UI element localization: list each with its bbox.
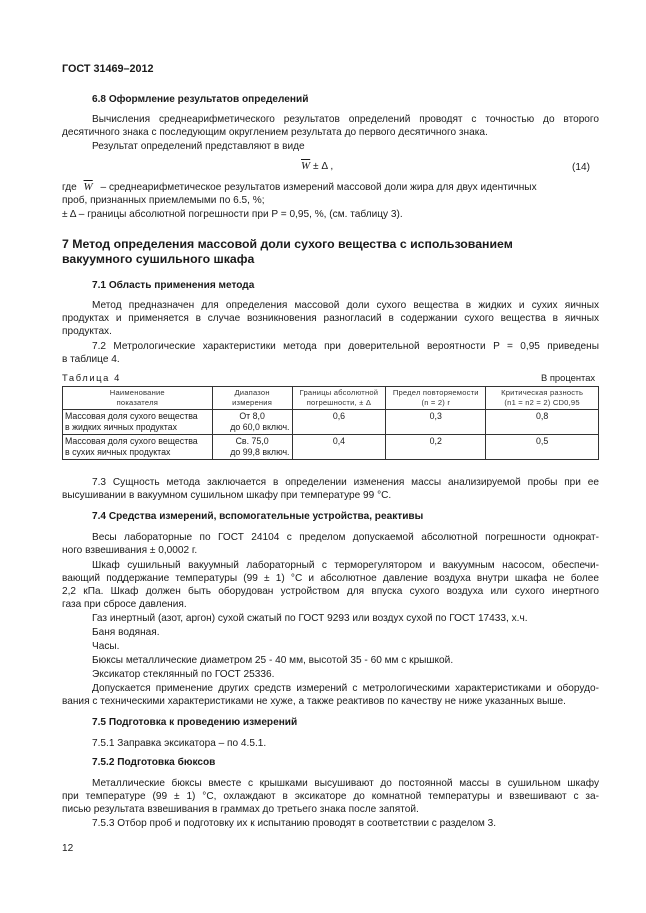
- s753-text: 7.5.3 Отбор проб и подготовку их к испытанию проводят в соответствии с разделом 3.: [92, 818, 497, 829]
- page-number: 12: [62, 843, 74, 854]
- s74-inert-gas: Газ инертный (азот, аргон) сухой сжатый по ГОСТ 9293 или воздух сухой по ГОСТ 17433, х.ч.: [92, 613, 528, 624]
- table-4: [62, 386, 599, 460]
- col-header-critical-difference: Критическая разность (n1 = n2 = 2) CD0,95: [486, 387, 599, 410]
- cell-range: Св. 75,0 до 99,8 включ.: [212, 435, 292, 460]
- delta-definition: ± Δ – границы абсолютной погрешности при P = 0,95, %, (см. таблицу 3).: [62, 209, 403, 220]
- cell-repeatability: 0,2: [386, 435, 486, 460]
- table-4-caption: Таблица 4: [62, 372, 121, 383]
- cell-name: Массовая доля сухого вещества в сухих яичных продуктах: [63, 435, 213, 460]
- s72-line2: в таблице 4.: [62, 354, 120, 365]
- formula-14: [301, 160, 333, 173]
- s74-p2-line3: 2,2 кПа. Шкаф должен быть оборудован устройством для впуска сухого воздуха или сухого инертного: [62, 586, 599, 597]
- col-header-name: Наименование показателя: [63, 387, 213, 410]
- cell-range: От 8,0 до 60,0 включ.: [212, 410, 292, 435]
- s74-water-bath: Баня водяная.: [92, 627, 160, 638]
- where-line2: проб, признанных приемлемыми по 6.5, %;: [62, 195, 265, 206]
- table-4-units: В процентах: [541, 372, 596, 383]
- section-7-heading-line1: 7 Метод определения массовой доли сухого вещества с использованием: [62, 237, 513, 251]
- s74-weighing-bottles: Бюксы металлические диаметром 25 - 40 мм, высотой 35 - 60 мм с крышкой.: [92, 655, 454, 666]
- standard-header: ГОСТ 31469–2012: [62, 63, 154, 75]
- s68-para2: Результат определений представляют в виде: [92, 141, 305, 152]
- table-row: [63, 435, 599, 460]
- s74-p8-line2: вания с техническими характеристиками не хуже, а также реактивов по качеству не ниже указанных выше.: [62, 696, 566, 707]
- s752-line1: Металлические бюксы вместе с крышками высушивают до постоянной массы в сушильном шкафу: [92, 778, 599, 789]
- section-6-8-heading: 6.8 Оформление результатов определений: [92, 94, 309, 105]
- col-header-delta: Границы абсолютной погрешности, ± Δ: [292, 387, 386, 410]
- formula-number: (14): [572, 162, 590, 173]
- cell-delta: 0,4: [292, 435, 386, 460]
- formula-pm-delta: ± Δ ,: [312, 161, 334, 172]
- col-header-repeatability: Предел повторяемости (n = 2) r: [386, 387, 486, 410]
- s752-line2: при температуре (99 ± 1) °С, охлаждают в эксикаторе до комнатной температуры и взвешивают с за-: [62, 791, 599, 802]
- where-mean-w: $\overline{W}$: [83, 181, 93, 193]
- s72-line1: 7.2 Метрологические характеристики метода при доверительной вероятности P = 0,95 приведены: [92, 341, 599, 352]
- s74-p8-line1: Допускается применение других средств измерений с метрологическими характеристиками и оборудо-: [92, 683, 599, 694]
- s74-p2-line2: вающий поддержание температуры (99 ± 1) °С и абсолютное давление воздуха внутри шкафа не более: [62, 573, 599, 584]
- where-line1: [62, 181, 599, 194]
- s74-p2-line1: Шкаф сушильный вакуумный лабораторный с терморегулятором и вакуумным насосом, обеспечи-: [92, 560, 599, 571]
- col-header-range: Диапазон измерения: [212, 387, 292, 410]
- section-7-5-heading: 7.5 Подготовка к проведению измерений: [92, 717, 298, 728]
- cell-name: Массовая доля сухого вещества в жидких яичных продуктах: [63, 410, 213, 435]
- s73-line1: 7.3 Сущность метода заключается в определении изменения массы анализируемой пробы при ее: [92, 477, 599, 488]
- s74-p1-line1: Весы лабораторные по ГОСТ 24104 с пределом допускаемой абсолютной погрешности однократ-: [92, 532, 599, 543]
- cell-repeatability: 0,3: [386, 410, 486, 435]
- cell-critical-difference: 0,5: [486, 435, 599, 460]
- where-prefix: где: [62, 182, 77, 193]
- cell-delta: 0,6: [292, 410, 386, 435]
- s73-line2: высушивании в вакуумном сушильном шкафу при температуре 99 °С.: [62, 490, 392, 501]
- s751-text: 7.5.1 Заправка эксикатора – по 4.5.1.: [92, 738, 267, 749]
- s74-clock: Часы.: [92, 641, 120, 652]
- s74-p2-line4: газа при сбросе давления.: [62, 599, 187, 610]
- where-text: – среднеарифметическое результатов измерений массовой доли жира для двух идентичных: [100, 182, 537, 193]
- section-7-1-heading: 7.1 Область применения метода: [92, 280, 255, 291]
- s71-line2: продуктах и применяется в случае возникновения разногласий в содержании сухого вещества в яичных: [62, 313, 599, 324]
- formula-mean-w: $\overline{W}$: [301, 160, 311, 172]
- s71-line1: Метод предназначен для определения массовой доли сухого вещества в жидких и сухих яичных: [92, 300, 599, 311]
- s74-desiccator: Эксикатор стеклянный по ГОСТ 25336.: [92, 669, 275, 680]
- s71-line3: продуктах.: [62, 326, 112, 337]
- cell-critical-difference: 0,8: [486, 410, 599, 435]
- s752-line3: писью результата взвешивания в граммах до третьего знака после запятой.: [62, 804, 419, 815]
- s74-p1-line2: ного взвешивания ± 0,0002 г.: [62, 545, 198, 556]
- s68-para1-line2: десятичного знака с последующим округлением результата до первого десятичного знака.: [62, 127, 488, 138]
- table-header-row: [63, 387, 599, 410]
- section-7-4-heading: 7.4 Средства измерений, вспомогательные устройства, реактивы: [92, 511, 424, 522]
- s68-para1-line1: Вычисления среднеарифметического результатов определений проводят с точностью до второго: [92, 114, 599, 125]
- section-7-heading-line2: вакуумного сушильного шкафа: [62, 252, 255, 266]
- table-row: [63, 410, 599, 435]
- section-7-5-2-heading: 7.5.2 Подготовка бюксов: [92, 757, 216, 768]
